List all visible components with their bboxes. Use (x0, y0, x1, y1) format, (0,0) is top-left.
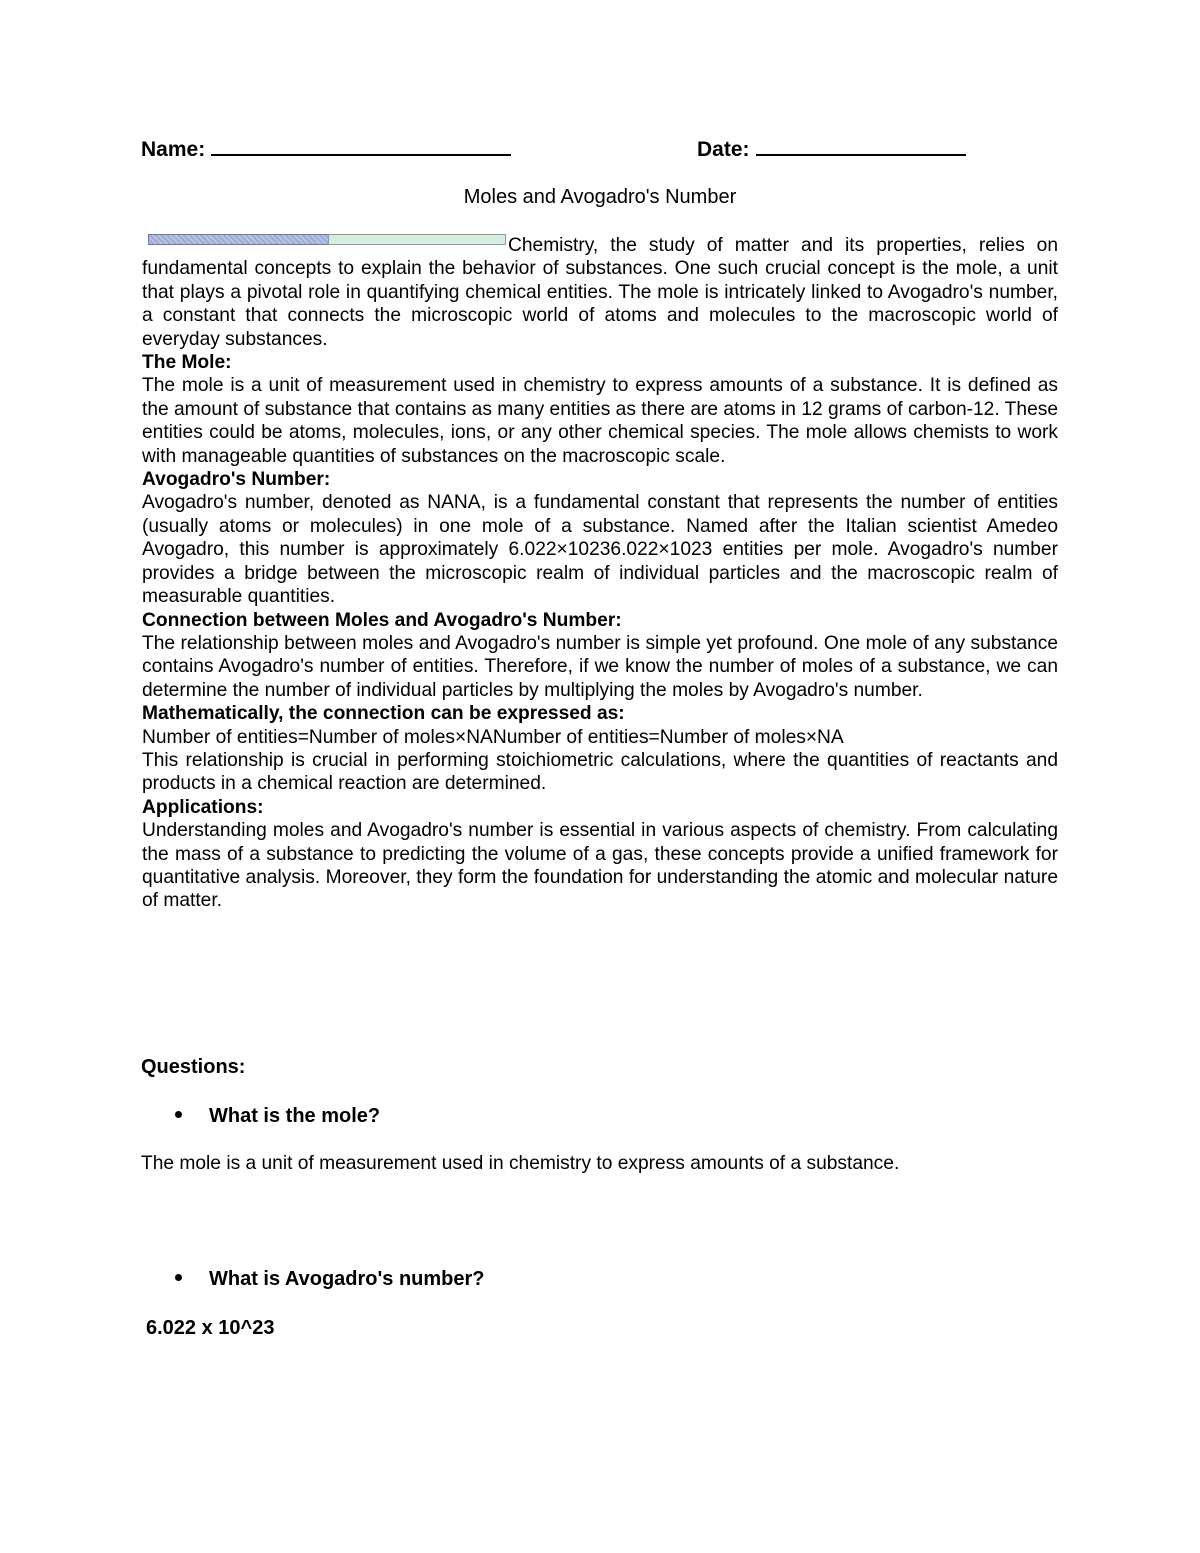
section-heading-applications: Applications: (142, 796, 264, 818)
answer-text[interactable]: The mole is a unit of measurement used in chemistry to express amounts of a substance. (141, 1153, 900, 1174)
section-heading-mole: The Mole: (142, 352, 232, 374)
section-text-connection: The relationship between moles and Avogadro's number is simple yet profound. One mole of any substance contains Avogadro's number of entities. Therefore, if we know the number of moles of a substance, we can determine the number of individual particles by multiplying the moles by Avogadro's number. (142, 632, 1058, 701)
date-label: Date: (697, 138, 750, 161)
question-text: What is the mole? (209, 1105, 381, 1127)
formula-line: Number of entities=Number of moles×NANumber of entities=Number of moles×NA (142, 726, 844, 748)
section-text-math: This relationship is crucial in performing stoichiometric calculations, where the quantities of reactants and products in a chemical reaction are determined. (142, 749, 1058, 795)
article-body (142, 234, 1058, 913)
questions-title: Questions: (141, 1056, 246, 1078)
section-heading-avogadro: Avogadro's Number: (142, 469, 331, 491)
section-text-mole: The mole is a unit of measurement used in chemistry to express amounts of a substance. It is defined as the amount of substance that contains as many entities as there are atoms in 12 grams of carbon-12. These entities could be atoms, molecules, ions, or any other chemical species. The mole allows chemists to work with manageable quantities of substances on the macroscopic scale. (142, 375, 1058, 467)
bar-spacer (142, 237, 508, 251)
intro-paragraph: Chemistry, the study of matter and its properties, relies on fundamental concepts to explain the behavior of substances. One such crucial concept is the mole, a unit that plays a pivotal role in quantifying chemical entities. The mole is intricately linked to Avogadro's number, a constant that connects the microscopic world of atoms and molecules to the macroscopic world of everyday substances. (142, 235, 1058, 350)
section-heading-connection: Connection between Moles and Avogadro's Number: (142, 609, 622, 631)
section-text-avogadro: Avogadro's number, denoted as NANA, is a fundamental constant that represents the number of entities (usually atoms or molecules) in one mole of a substance. Named after the Italian scientist Amedeo Avogadro, this number is approximately 6.022×10236.022×1023 entities per mole. Avogadro's number provides a bridge between the microscopic realm of individual particles and the macroscopic realm of measurable quantities. (142, 492, 1058, 608)
section-heading-math: Mathematically, the connection can be expressed as: (142, 703, 625, 725)
question-item (175, 1105, 380, 1128)
bullet-icon (175, 1274, 182, 1281)
date-blank-line[interactable] (756, 136, 966, 156)
date-field (697, 136, 966, 162)
name-label: Name: (141, 138, 206, 161)
name-field (141, 136, 511, 162)
question-item (175, 1268, 485, 1291)
name-blank-line[interactable] (211, 136, 511, 156)
answer-text[interactable]: 6.022 x 10^23 (146, 1317, 275, 1339)
question-text: What is Avogadro's number? (209, 1268, 485, 1290)
section-text-applications: Understanding moles and Avogadro's number is essential in various aspects of chemistry. From calculating the mass of a substance to predicting the volume of a gas, these concepts provide a unified framework for quantitative analysis. Moreover, they form the foundation for understanding the atomic and molecular nature of matter. (142, 820, 1058, 912)
bullet-icon (175, 1111, 182, 1118)
page-title: Moles and Avogadro's Number (463, 186, 737, 208)
